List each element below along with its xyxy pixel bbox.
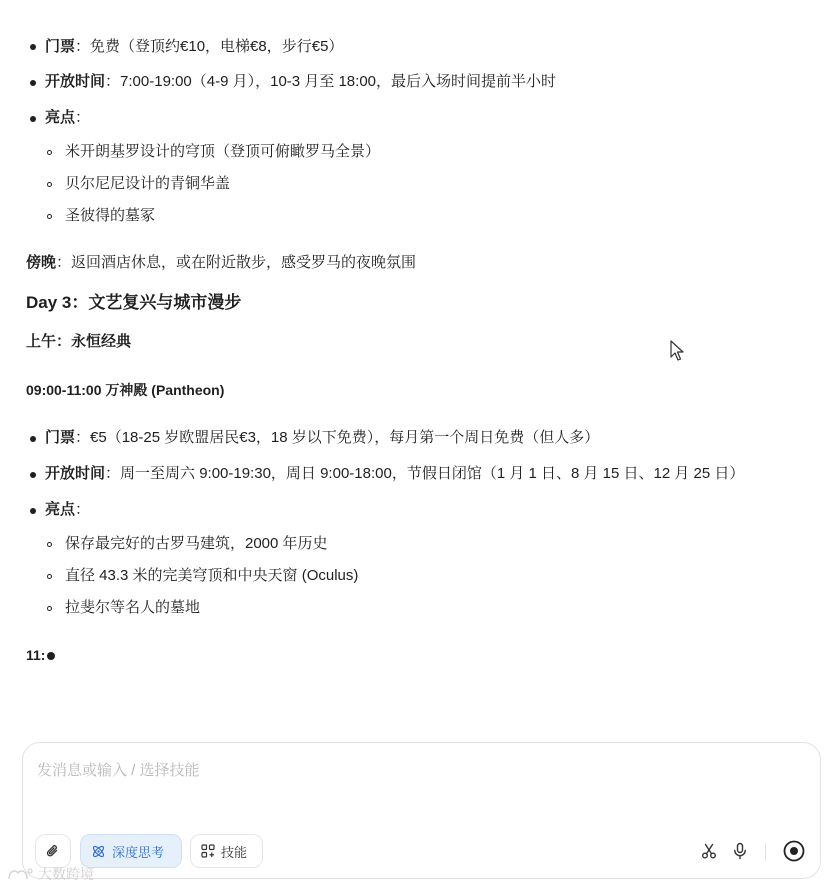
separator: ： xyxy=(75,501,91,518)
hours-label: 开放时间 xyxy=(45,73,106,90)
streaming-text: 11: xyxy=(26,647,46,663)
ticket-label: 门票 xyxy=(45,38,76,55)
watermark-logo-icon xyxy=(6,866,34,882)
highlight-sub-item: 贝尔尼尼设计的青铜华盖 xyxy=(65,175,231,192)
list-bullet xyxy=(30,436,36,442)
list-bullet xyxy=(30,508,36,514)
sub-bullet xyxy=(47,150,52,155)
atom-icon xyxy=(91,844,106,859)
highlights-item xyxy=(45,108,90,128)
sub-bullet xyxy=(47,542,52,547)
separator: ： xyxy=(75,109,91,126)
scissors-icon xyxy=(700,842,718,860)
list-bullet xyxy=(30,44,36,50)
sub-bullet xyxy=(47,606,52,611)
highlights-label: 亮点 xyxy=(45,109,76,126)
stop-generation-button[interactable] xyxy=(780,837,808,865)
ticket-text: €5（18-25 岁欧盟居民€3，18 岁以下免费），每月第一个周日免费（但人多） xyxy=(90,429,600,446)
hours-item xyxy=(45,72,556,92)
message-composer xyxy=(22,742,821,879)
separator: ： xyxy=(105,465,121,482)
watermark xyxy=(6,864,94,884)
stop-circle-icon xyxy=(783,840,805,862)
toolbar-divider xyxy=(765,843,766,861)
list-bullet xyxy=(30,80,36,86)
streaming-line xyxy=(26,645,55,665)
pantheon-ticket-item xyxy=(45,428,599,448)
highlight-sub-item: 拉斐尔等名人的墓地 xyxy=(65,599,201,616)
highlight-sub-item: 保存最完好的古罗马建筑，2000 年历史 xyxy=(65,535,328,552)
pantheon-hours-item xyxy=(45,464,744,484)
separator: ： xyxy=(75,429,91,446)
separator: ： xyxy=(56,254,72,271)
sub-bullet xyxy=(47,214,52,219)
morning-heading: 上午：永恒经典 xyxy=(26,333,132,350)
mouse-cursor-icon xyxy=(670,340,684,362)
hours-text: 周一至周六 9:00-19:30，周日 9:00-18:00，节假日闭馆（1 月 1 日、8 月 15 日、12 月 25 日） xyxy=(120,465,745,482)
pantheon-heading: 09:00-11:00 万神殿 (Pantheon) xyxy=(26,382,225,398)
list-bullet xyxy=(30,116,36,122)
evening-label: 傍晚 xyxy=(26,254,57,271)
ticket-label: 门票 xyxy=(45,429,76,446)
highlight-sub-item: 圣彼得的墓冢 xyxy=(65,207,156,224)
ticket-item xyxy=(45,37,343,57)
typing-indicator xyxy=(47,652,55,660)
skills-label: 技能 xyxy=(221,844,248,860)
microphone-icon xyxy=(731,842,749,860)
hours-text: 7:00-19:00（4-9 月），10-3 月至 18:00，最后入场时间提前半小时 xyxy=(120,73,556,90)
sub-bullet xyxy=(47,182,52,187)
day3-heading: Day 3：文艺复兴与城市漫步 xyxy=(26,293,242,312)
separator: ： xyxy=(105,73,121,90)
ticket-text: 免费（登顶约€10，电梯€8，步行€5） xyxy=(90,38,344,55)
attach-button[interactable] xyxy=(35,834,71,868)
separator: ： xyxy=(75,38,91,55)
watermark-text: 大数跨境 xyxy=(38,866,94,882)
pantheon-highlights-item xyxy=(45,500,90,520)
sub-bullet xyxy=(47,574,52,579)
deep-think-button[interactable] xyxy=(80,834,182,868)
highlight-sub-item: 直径 43.3 米的完美穹顶和中央天窗 (Oculus) xyxy=(65,567,359,584)
evening-text: 返回酒店休息，或在附近散步，感受罗马的夜晚氛围 xyxy=(71,254,417,271)
scissors-button[interactable] xyxy=(697,839,721,863)
highlights-label: 亮点 xyxy=(45,501,76,518)
skills-button[interactable] xyxy=(190,834,263,868)
deep-think-label: 深度思考 xyxy=(112,844,165,860)
grid-icon xyxy=(201,844,215,858)
message-input[interactable] xyxy=(35,757,799,783)
paperclip-icon xyxy=(45,843,61,859)
hours-label: 开放时间 xyxy=(45,465,106,482)
evening-paragraph xyxy=(26,253,416,273)
microphone-button[interactable] xyxy=(728,839,752,863)
highlight-sub-item: 米开朗基罗设计的穹顶（登顶可俯瞰罗马全景） xyxy=(65,143,381,160)
list-bullet xyxy=(30,472,36,478)
